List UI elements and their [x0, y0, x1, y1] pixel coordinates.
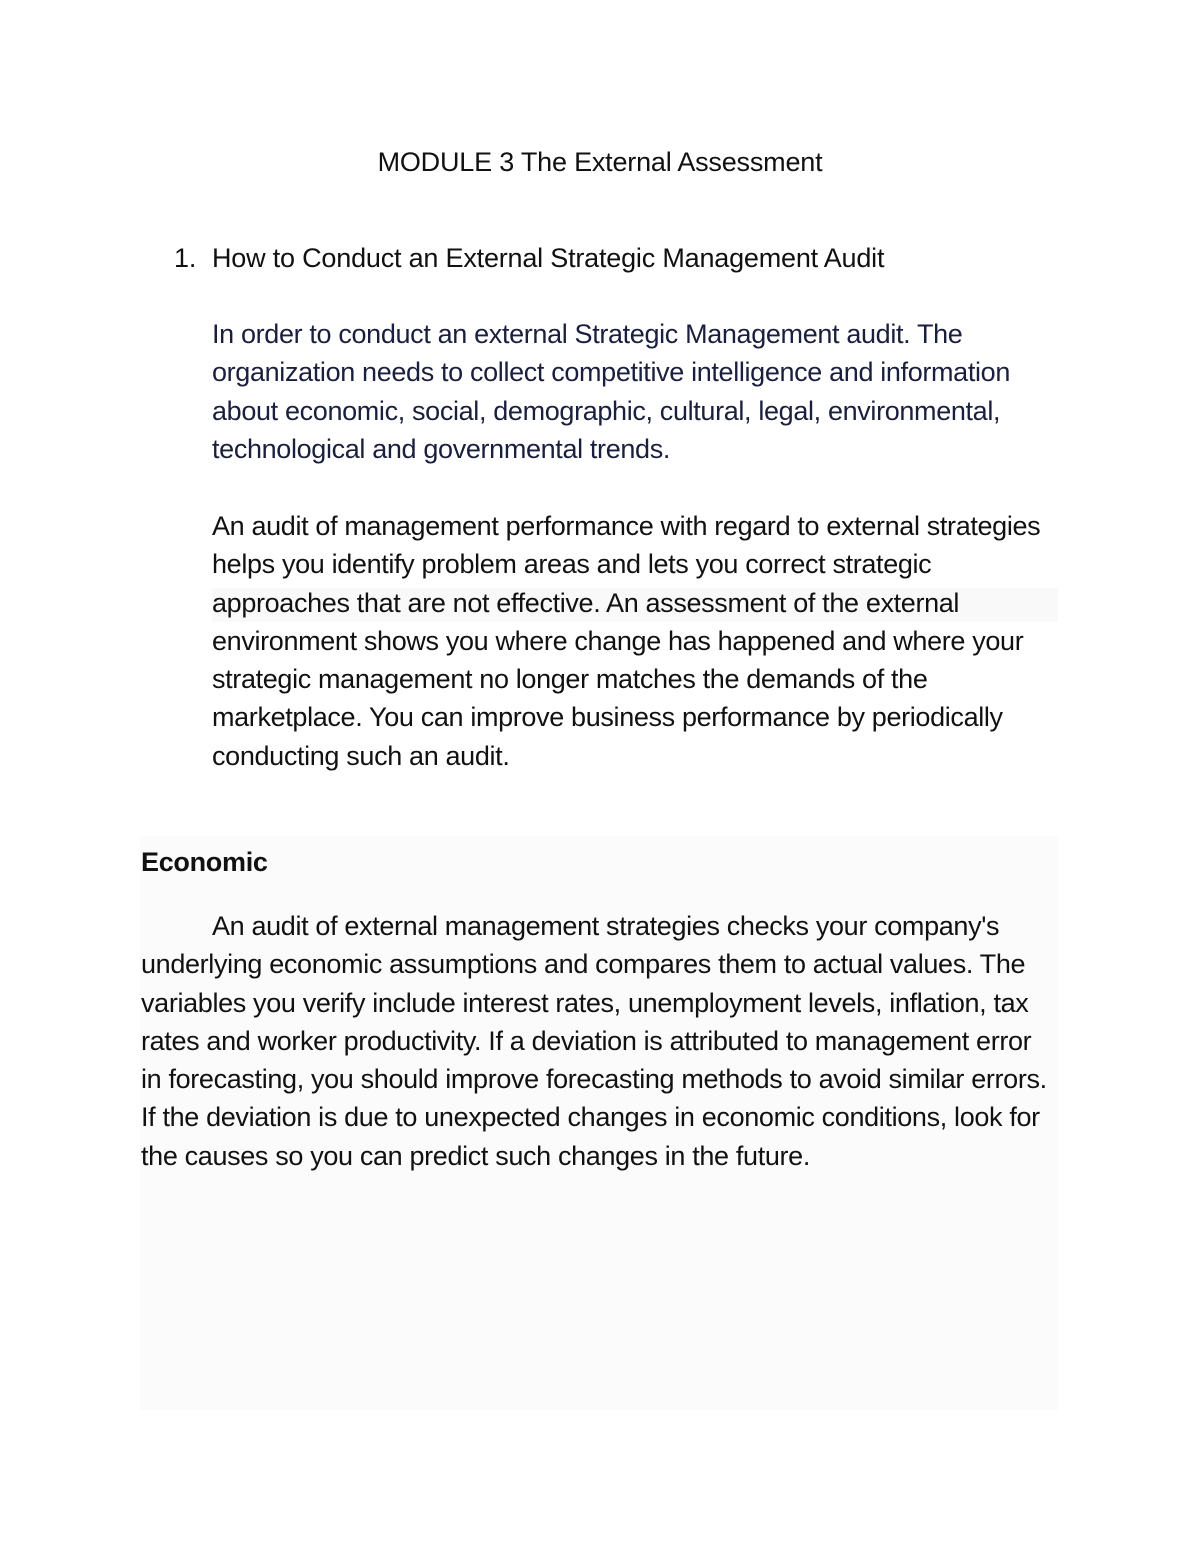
list-item-number: 1.	[174, 243, 197, 273]
paragraph-intro: In order to conduct an external Strategic Management audit. The organization needs to collect competitive intelligence and information about economic, social, demographic, cultural, legal, environmental, technological and governmental trends.	[212, 319, 1010, 464]
section-heading-economic: Economic	[141, 847, 268, 877]
document-title: MODULE 3 The External Assessment	[377, 147, 823, 177]
paragraph-audit: An audit of management performance with regard to external strategies helps you identify problem areas and lets you correct strategic approaches that are not effective. An assessment of the external environment shows you where change has happened and where your strategic management no longer matches the demands of the marketplace. You can improve business performance by periodically conducting such an audit.	[212, 511, 1041, 771]
paragraph-economic: An audit of external management strategies checks your company's underlying economic assumptions and compares them to actual values. The variables you verify include interest rates, unemployment levels, inflation, tax rates and worker productivity. If a deviation is attributed to management error in forecasting, you should improve forecasting methods to avoid similar errors. If the deviation is due to unexpected changes in economic conditions, look for the causes so you can predict such changes in the future.	[141, 911, 1047, 1171]
list-item-heading-text: How to Conduct an External Strategic Management Audit	[212, 243, 885, 273]
list-item-heading	[174, 240, 1054, 276]
